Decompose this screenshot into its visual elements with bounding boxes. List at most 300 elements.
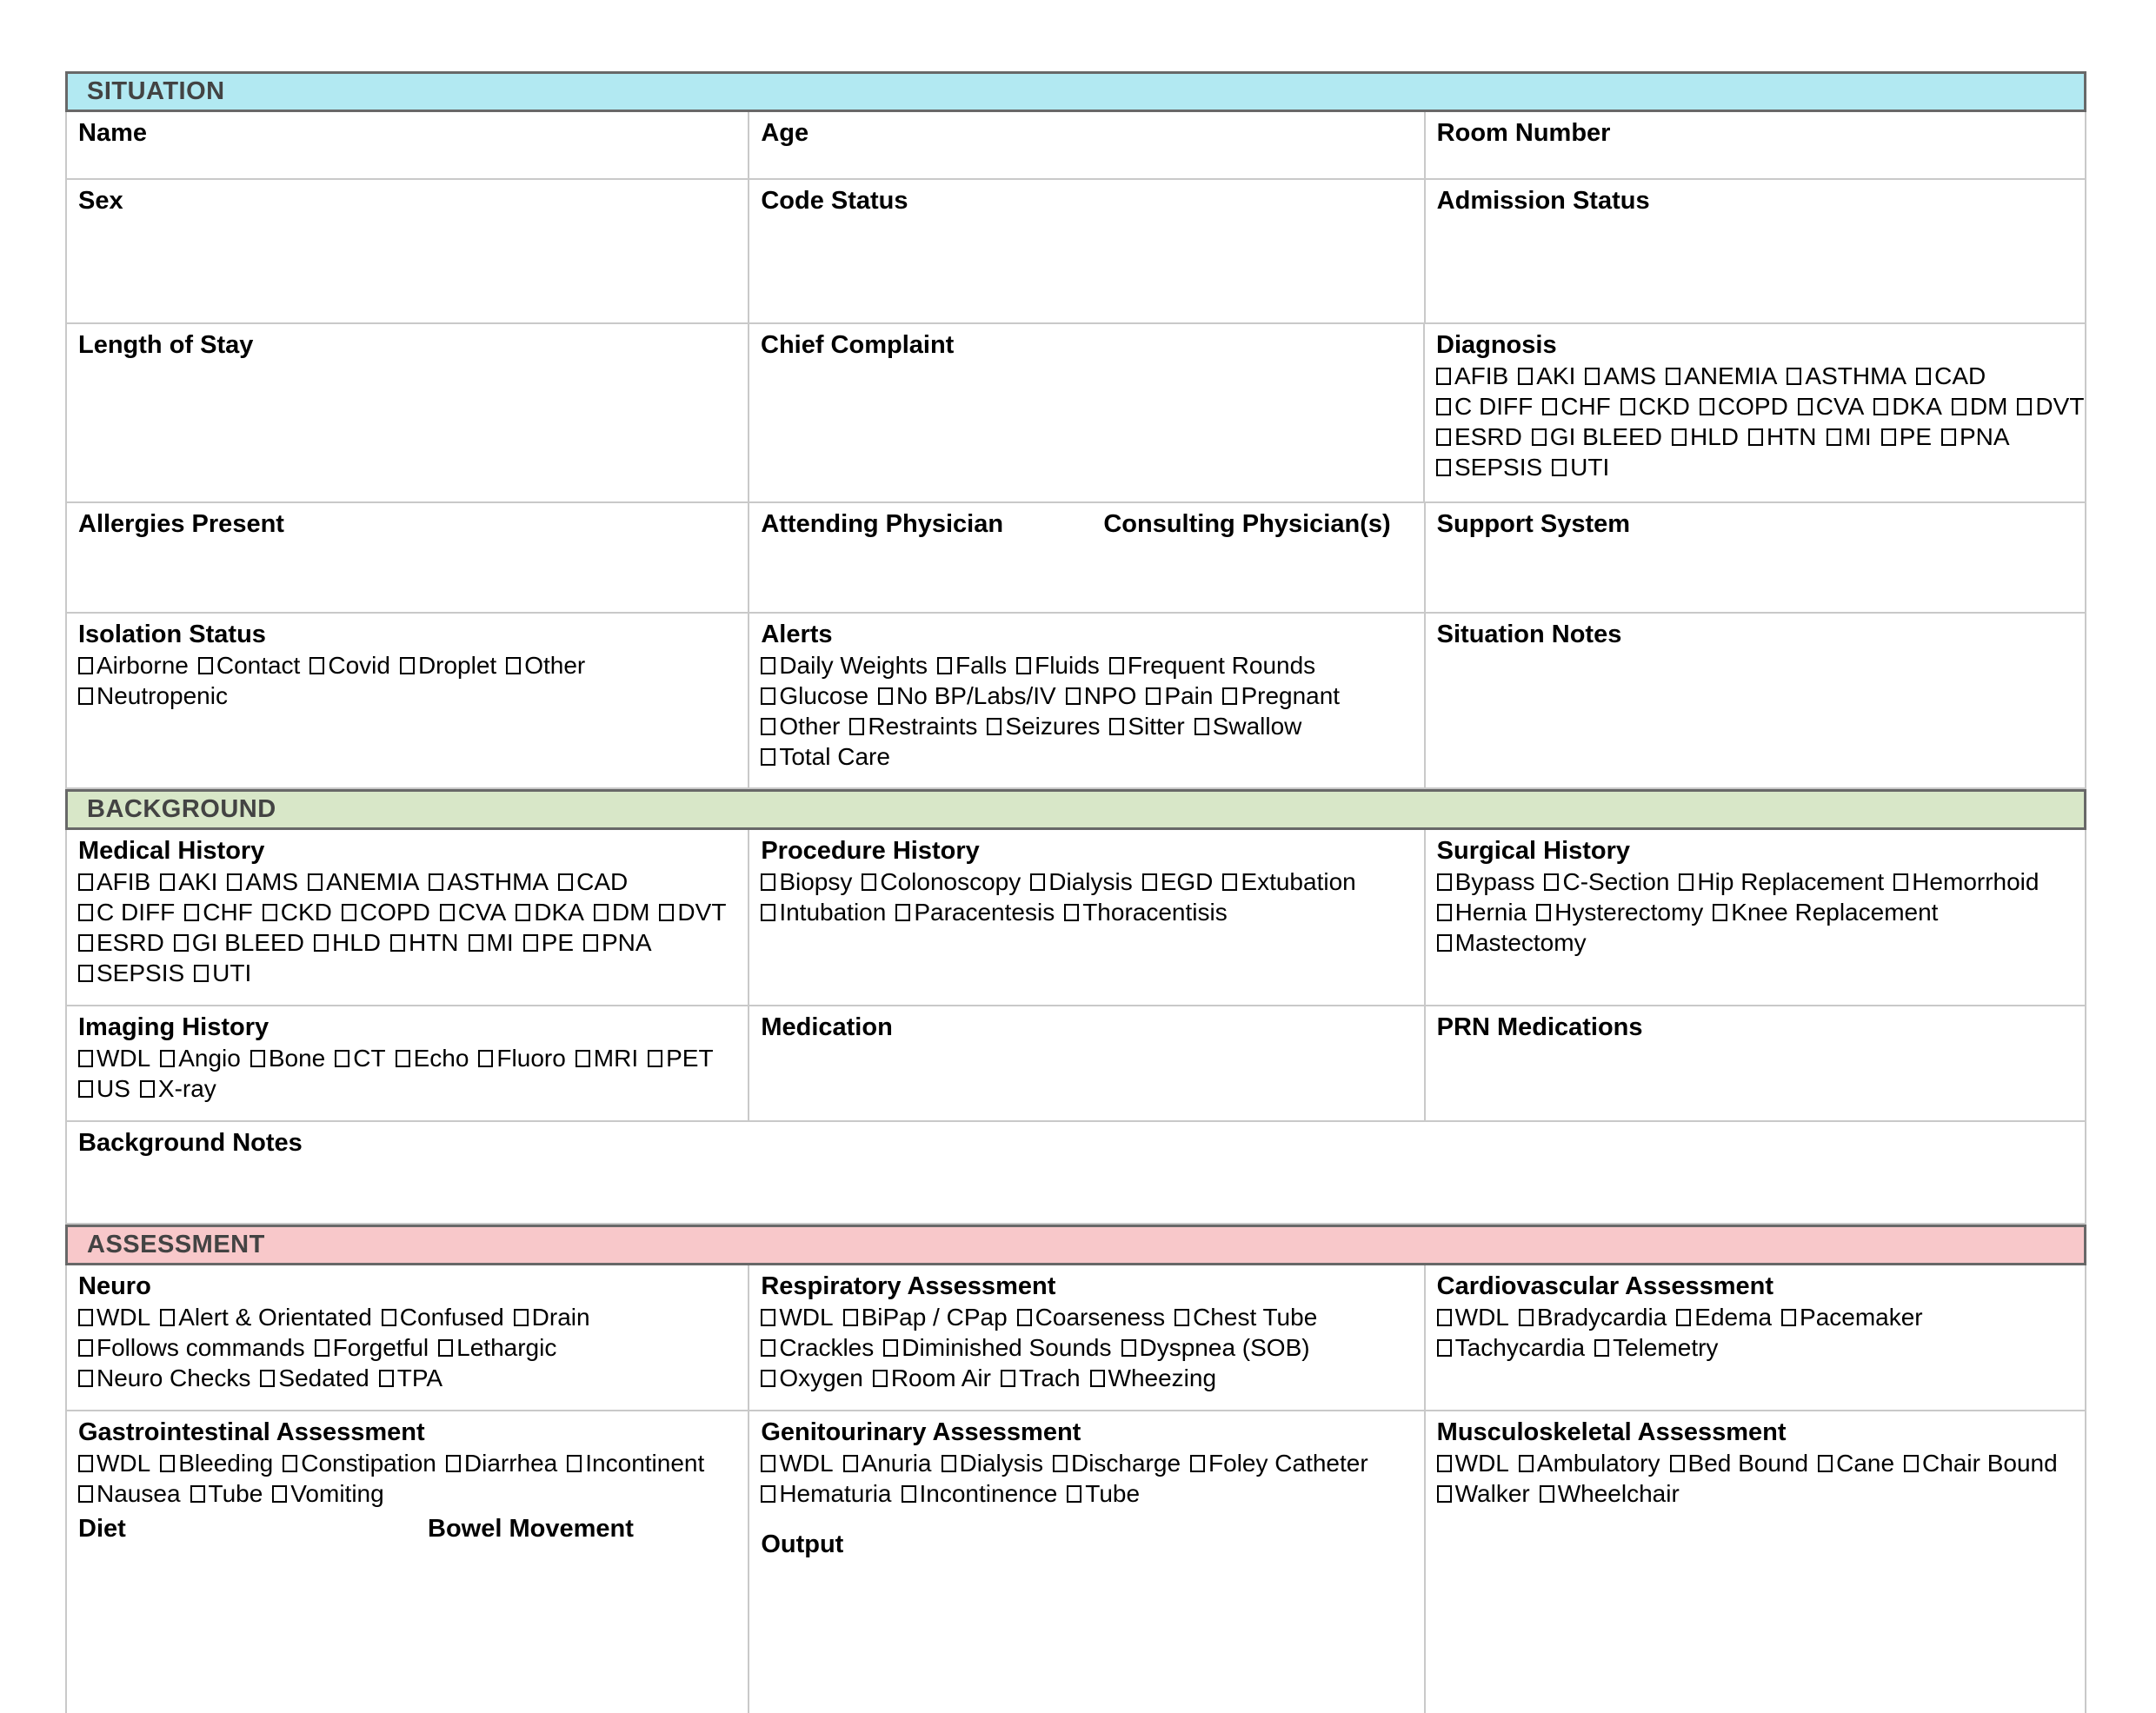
checkbox-option[interactable] — [1109, 711, 1184, 741]
checkbox-option[interactable] — [1787, 361, 1906, 391]
checkbox-icon[interactable] — [1437, 1485, 1452, 1503]
checkbox-icon[interactable] — [1787, 368, 1801, 385]
checkbox-option[interactable] — [1030, 866, 1132, 897]
checkbox-icon[interactable] — [469, 934, 483, 952]
checkbox-icon[interactable] — [1437, 1309, 1452, 1326]
checkbox-icon[interactable] — [78, 1485, 93, 1503]
checkbox-option[interactable] — [1540, 1478, 1680, 1509]
checkbox-icon[interactable] — [761, 1309, 775, 1326]
checkbox-icon[interactable] — [516, 904, 530, 921]
checkbox-option[interactable] — [78, 1363, 250, 1393]
checkbox-icon[interactable] — [878, 687, 893, 705]
checkbox-icon[interactable] — [843, 1309, 858, 1326]
checkbox-icon[interactable] — [843, 1455, 858, 1472]
checkbox-option[interactable] — [1672, 422, 1739, 452]
checkbox-option[interactable] — [1518, 361, 1575, 391]
checkbox-icon[interactable] — [1017, 1309, 1032, 1326]
checkbox-option[interactable] — [883, 1332, 1111, 1363]
checkbox-icon[interactable] — [78, 687, 93, 705]
checkbox-option[interactable] — [438, 1332, 556, 1363]
checkbox-icon[interactable] — [478, 1050, 493, 1067]
checkbox-option[interactable] — [878, 681, 1056, 711]
checkbox-option[interactable] — [429, 866, 549, 897]
checkbox-icon[interactable] — [594, 904, 609, 921]
checkbox-icon[interactable] — [1030, 873, 1045, 891]
checkbox-icon[interactable] — [576, 1050, 590, 1067]
checkbox-icon[interactable] — [314, 934, 329, 952]
checkbox-icon[interactable] — [78, 934, 93, 952]
checkbox-icon[interactable] — [1952, 398, 1966, 415]
checkbox-option[interactable] — [1781, 1302, 1923, 1332]
checkbox-icon[interactable] — [1532, 428, 1547, 446]
checkbox-icon[interactable] — [937, 657, 952, 674]
checkbox-option[interactable] — [567, 1448, 704, 1478]
checkbox-option[interactable] — [1916, 361, 1986, 391]
checkbox-icon[interactable] — [1827, 428, 1841, 446]
checkbox-icon[interactable] — [1552, 459, 1567, 476]
checkbox-icon[interactable] — [283, 1455, 297, 1472]
checkbox-option[interactable] — [400, 650, 496, 681]
checkbox-icon[interactable] — [78, 1339, 93, 1357]
checkbox-option[interactable] — [506, 650, 585, 681]
checkbox-option[interactable] — [514, 1302, 590, 1332]
checkbox-icon[interactable] — [583, 934, 598, 952]
checkbox-icon[interactable] — [1536, 904, 1551, 921]
checkbox-option[interactable] — [1190, 1448, 1368, 1478]
checkbox-icon[interactable] — [761, 904, 775, 921]
checkbox-option[interactable] — [1676, 1302, 1772, 1332]
checkbox-option[interactable] — [1017, 1302, 1165, 1332]
checkbox-option[interactable] — [761, 1363, 863, 1393]
checkbox-option[interactable] — [648, 1043, 713, 1073]
checkbox-icon[interactable] — [227, 873, 242, 891]
checkbox-icon[interactable] — [78, 904, 93, 921]
checkbox-option[interactable] — [194, 958, 251, 988]
checkbox-option[interactable] — [937, 650, 1007, 681]
checkbox-icon[interactable] — [440, 904, 455, 921]
checkbox-option[interactable] — [1700, 391, 1788, 422]
checkbox-option[interactable] — [1121, 1332, 1310, 1363]
checkbox-icon[interactable] — [1067, 1485, 1081, 1503]
chief-complaint-field-cell[interactable] — [749, 324, 1425, 501]
checkbox-option[interactable] — [895, 897, 1055, 927]
checkbox-icon[interactable] — [160, 1309, 175, 1326]
checkbox-icon[interactable] — [1676, 1309, 1691, 1326]
checkbox-icon[interactable] — [1437, 1339, 1452, 1357]
checkbox-icon[interactable] — [335, 1050, 349, 1067]
checkbox-icon[interactable] — [1016, 657, 1031, 674]
checkbox-icon[interactable] — [396, 1050, 410, 1067]
checkbox-icon[interactable] — [78, 965, 93, 982]
checkbox-option[interactable] — [761, 711, 840, 741]
checkbox-option[interactable] — [160, 1448, 273, 1478]
checkbox-option[interactable] — [1679, 866, 1884, 897]
checkbox-icon[interactable] — [140, 1080, 155, 1098]
checkbox-icon[interactable] — [514, 1309, 529, 1326]
checkbox-icon[interactable] — [1437, 934, 1452, 952]
checkbox-icon[interactable] — [1585, 368, 1600, 385]
checkbox-option[interactable] — [1053, 1448, 1181, 1478]
checkbox-option[interactable] — [1536, 897, 1703, 927]
checkbox-option[interactable] — [78, 681, 228, 711]
checkbox-icon[interactable] — [1672, 428, 1687, 446]
checkbox-icon[interactable] — [761, 687, 775, 705]
checkbox-option[interactable] — [160, 866, 217, 897]
checkbox-option[interactable] — [1952, 391, 2008, 422]
checkbox-option[interactable] — [308, 866, 419, 897]
checkbox-icon[interactable] — [1064, 904, 1079, 921]
checkbox-option[interactable] — [761, 866, 852, 897]
checkbox-icon[interactable] — [1437, 873, 1452, 891]
checkbox-option[interactable] — [174, 927, 304, 958]
checkbox-option[interactable] — [558, 866, 628, 897]
checkbox-icon[interactable] — [379, 1370, 394, 1387]
checkbox-option[interactable] — [260, 1363, 369, 1393]
checkbox-option[interactable] — [1827, 422, 1872, 452]
checkbox-icon[interactable] — [1594, 1339, 1609, 1357]
checkbox-icon[interactable] — [1700, 398, 1714, 415]
checkbox-option[interactable] — [1109, 650, 1315, 681]
checkbox-icon[interactable] — [1781, 1309, 1796, 1326]
checkbox-option[interactable] — [1552, 452, 1609, 482]
checkbox-option[interactable] — [1437, 866, 1535, 897]
checkbox-option[interactable] — [523, 927, 574, 958]
checkbox-icon[interactable] — [761, 873, 775, 891]
checkbox-option[interactable] — [761, 1302, 833, 1332]
checkbox-icon[interactable] — [1798, 398, 1813, 415]
checkbox-option[interactable] — [283, 1448, 436, 1478]
checkbox-icon[interactable] — [382, 1309, 396, 1326]
checkbox-icon[interactable] — [78, 1370, 93, 1387]
checkbox-option[interactable] — [335, 1043, 385, 1073]
checkbox-icon[interactable] — [1436, 428, 1451, 446]
checkbox-icon[interactable] — [198, 657, 213, 674]
checkbox-icon[interactable] — [160, 873, 175, 891]
checkbox-option[interactable] — [862, 866, 1021, 897]
checkbox-option[interactable] — [78, 927, 164, 958]
checkbox-icon[interactable] — [1893, 873, 1908, 891]
checkbox-option[interactable] — [160, 1043, 241, 1073]
checkbox-option[interactable] — [576, 1043, 638, 1073]
checkbox-option[interactable] — [942, 1448, 1043, 1478]
checkbox-option[interactable] — [309, 650, 390, 681]
allergies-field-cell[interactable] — [67, 503, 749, 612]
checkbox-icon[interactable] — [1679, 873, 1694, 891]
physicians-field-cell[interactable] — [749, 503, 1425, 612]
checkbox-option[interactable] — [1798, 391, 1865, 422]
checkbox-icon[interactable] — [1881, 428, 1896, 446]
checkbox-option[interactable] — [1222, 866, 1355, 897]
checkbox-option[interactable] — [1881, 422, 1932, 452]
checkbox-option[interactable] — [227, 866, 298, 897]
prn-medications-field-cell[interactable] — [1426, 1006, 2086, 1120]
support-system-field-cell[interactable] — [1426, 503, 2086, 612]
checkbox-option[interactable] — [1436, 361, 1508, 391]
checkbox-icon[interactable] — [1437, 904, 1452, 921]
checkbox-option[interactable] — [1594, 1332, 1718, 1363]
checkbox-option[interactable] — [160, 1302, 372, 1332]
checkbox-option[interactable] — [78, 1073, 130, 1104]
checkbox-option[interactable] — [478, 1043, 565, 1073]
checkbox-option[interactable] — [250, 1043, 325, 1073]
checkbox-icon[interactable] — [902, 1485, 916, 1503]
checkbox-icon[interactable] — [78, 1080, 93, 1098]
checkbox-icon[interactable] — [263, 904, 277, 921]
checkbox-icon[interactable] — [1121, 1339, 1136, 1357]
checkbox-option[interactable] — [314, 927, 381, 958]
checkbox-icon[interactable] — [942, 1455, 956, 1472]
checkbox-icon[interactable] — [342, 904, 356, 921]
checkbox-option[interactable] — [1437, 927, 1587, 958]
checkbox-icon[interactable] — [272, 1485, 287, 1503]
checkbox-icon[interactable] — [194, 965, 209, 982]
checkbox-icon[interactable] — [308, 873, 323, 891]
checkbox-icon[interactable] — [1436, 368, 1451, 385]
checkbox-icon[interactable] — [400, 657, 415, 674]
checkbox-option[interactable] — [1437, 1448, 1509, 1478]
checkbox-icon[interactable] — [1194, 718, 1209, 735]
checkbox-icon[interactable] — [1174, 1309, 1189, 1326]
checkbox-option[interactable] — [1436, 422, 1522, 452]
checkbox-icon[interactable] — [78, 1050, 93, 1067]
checkbox-option[interactable] — [440, 897, 507, 927]
checkbox-option[interactable] — [1066, 681, 1137, 711]
checkbox-option[interactable] — [761, 741, 890, 772]
checkbox-option[interactable] — [1620, 391, 1690, 422]
checkbox-option[interactable] — [184, 897, 253, 927]
checkbox-option[interactable] — [1542, 391, 1611, 422]
checkbox-option[interactable] — [583, 927, 652, 958]
checkbox-icon[interactable] — [1109, 718, 1124, 735]
checkbox-option[interactable] — [1941, 422, 2010, 452]
checkbox-option[interactable] — [1174, 1302, 1317, 1332]
checkbox-option[interactable] — [761, 1478, 891, 1509]
checkbox-icon[interactable] — [761, 657, 775, 674]
checkbox-option[interactable] — [1585, 361, 1656, 391]
medication-field-cell[interactable] — [749, 1006, 1425, 1120]
checkbox-icon[interactable] — [184, 904, 199, 921]
checkbox-icon[interactable] — [160, 1050, 175, 1067]
checkbox-icon[interactable] — [761, 718, 775, 735]
checkbox-icon[interactable] — [987, 718, 1001, 735]
checkbox-icon[interactable] — [558, 873, 573, 891]
checkbox-option[interactable] — [140, 1073, 216, 1104]
checkbox-option[interactable] — [1436, 452, 1542, 482]
checkbox-icon[interactable] — [78, 873, 93, 891]
checkbox-option[interactable] — [1437, 897, 1527, 927]
room-number-field-cell[interactable] — [1426, 112, 2086, 178]
checkbox-icon[interactable] — [446, 1455, 461, 1472]
checkbox-option[interactable] — [78, 1448, 150, 1478]
checkbox-option[interactable] — [315, 1332, 429, 1363]
checkbox-icon[interactable] — [438, 1339, 453, 1357]
checkbox-icon[interactable] — [309, 657, 324, 674]
checkbox-icon[interactable] — [1142, 873, 1157, 891]
checkbox-option[interactable] — [1544, 866, 1669, 897]
checkbox-option[interactable] — [873, 1363, 991, 1393]
checkbox-option[interactable] — [263, 897, 332, 927]
checkbox-option[interactable] — [446, 1448, 557, 1478]
checkbox-option[interactable] — [1016, 650, 1100, 681]
checkbox-icon[interactable] — [390, 934, 405, 952]
checkbox-option[interactable] — [1436, 391, 1533, 422]
checkbox-icon[interactable] — [1222, 687, 1237, 705]
checkbox-option[interactable] — [1222, 681, 1340, 711]
checkbox-icon[interactable] — [761, 1339, 775, 1357]
checkbox-icon[interactable] — [1109, 657, 1124, 674]
checkbox-option[interactable] — [1904, 1448, 2058, 1478]
checkbox-icon[interactable] — [429, 873, 443, 891]
checkbox-icon[interactable] — [659, 904, 674, 921]
checkbox-icon[interactable] — [315, 1339, 329, 1357]
checkbox-icon[interactable] — [648, 1050, 662, 1067]
checkbox-option[interactable] — [382, 1302, 504, 1332]
checkbox-option[interactable] — [342, 897, 430, 927]
checkbox-option[interactable] — [198, 650, 301, 681]
checkbox-option[interactable] — [78, 1043, 150, 1073]
checkbox-option[interactable] — [469, 927, 514, 958]
checkbox-option[interactable] — [78, 650, 189, 681]
checkbox-icon[interactable] — [1941, 428, 1956, 446]
checkbox-icon[interactable] — [761, 1455, 775, 1472]
checkbox-option[interactable] — [1519, 1448, 1660, 1478]
checkbox-icon[interactable] — [1748, 428, 1763, 446]
checkbox-option[interactable] — [78, 958, 184, 988]
checkbox-option[interactable] — [761, 1332, 874, 1363]
checkbox-icon[interactable] — [160, 1455, 175, 1472]
checkbox-option[interactable] — [1519, 1302, 1667, 1332]
checkbox-option[interactable] — [761, 681, 868, 711]
checkbox-icon[interactable] — [1542, 398, 1557, 415]
checkbox-icon[interactable] — [883, 1339, 898, 1357]
checkbox-icon[interactable] — [1437, 1455, 1452, 1472]
checkbox-icon[interactable] — [1053, 1455, 1068, 1472]
checkbox-icon[interactable] — [1436, 459, 1451, 476]
checkbox-icon[interactable] — [1916, 368, 1931, 385]
code-status-field-cell[interactable] — [749, 180, 1425, 322]
checkbox-icon[interactable] — [1519, 1309, 1534, 1326]
checkbox-option[interactable] — [849, 711, 977, 741]
checkbox-icon[interactable] — [2017, 398, 2032, 415]
checkbox-option[interactable] — [1873, 391, 1942, 422]
checkbox-icon[interactable] — [761, 748, 775, 766]
checkbox-icon[interactable] — [1190, 1455, 1205, 1472]
checkbox-option[interactable] — [843, 1448, 932, 1478]
checkbox-option[interactable] — [1067, 1478, 1140, 1509]
checkbox-icon[interactable] — [862, 873, 876, 891]
background-notes-field-cell[interactable] — [67, 1122, 2086, 1223]
checkbox-option[interactable] — [659, 897, 726, 927]
checkbox-option[interactable] — [1064, 897, 1228, 927]
checkbox-option[interactable] — [1748, 422, 1817, 452]
checkbox-option[interactable] — [396, 1043, 469, 1073]
checkbox-option[interactable] — [1532, 422, 1662, 452]
checkbox-icon[interactable] — [78, 657, 93, 674]
checkbox-icon[interactable] — [849, 718, 864, 735]
checkbox-icon[interactable] — [1670, 1455, 1685, 1472]
checkbox-option[interactable] — [1437, 1302, 1509, 1332]
length-of-stay-field-cell[interactable] — [67, 324, 749, 501]
name-field-cell[interactable] — [67, 112, 749, 178]
checkbox-icon[interactable] — [506, 657, 521, 674]
checkbox-option[interactable] — [1437, 1478, 1530, 1509]
checkbox-icon[interactable] — [250, 1050, 265, 1067]
checkbox-icon[interactable] — [1620, 398, 1635, 415]
checkbox-option[interactable] — [78, 1302, 150, 1332]
checkbox-option[interactable] — [1893, 866, 2039, 897]
checkbox-icon[interactable] — [1519, 1455, 1534, 1472]
checkbox-icon[interactable] — [1540, 1485, 1554, 1503]
checkbox-option[interactable] — [2017, 391, 2084, 422]
checkbox-option[interactable] — [78, 866, 150, 897]
age-field-cell[interactable] — [749, 112, 1425, 178]
checkbox-option[interactable] — [1090, 1363, 1217, 1393]
checkbox-icon[interactable] — [78, 1455, 93, 1472]
checkbox-icon[interactable] — [1818, 1455, 1833, 1472]
checkbox-option[interactable] — [761, 650, 928, 681]
checkbox-option[interactable] — [516, 897, 584, 927]
checkbox-icon[interactable] — [1090, 1370, 1105, 1387]
checkbox-icon[interactable] — [1666, 368, 1680, 385]
checkbox-option[interactable] — [902, 1478, 1058, 1509]
checkbox-icon[interactable] — [1001, 1370, 1015, 1387]
checkbox-option[interactable] — [1818, 1448, 1894, 1478]
checkbox-option[interactable] — [1713, 897, 1938, 927]
checkbox-option[interactable] — [987, 711, 1100, 741]
checkbox-icon[interactable] — [1544, 873, 1559, 891]
admission-status-field-cell[interactable] — [1426, 180, 2086, 322]
checkbox-option[interactable] — [761, 897, 886, 927]
sex-field-cell[interactable] — [67, 180, 749, 322]
checkbox-icon[interactable] — [895, 904, 910, 921]
checkbox-icon[interactable] — [1436, 398, 1451, 415]
checkbox-icon[interactable] — [1066, 687, 1081, 705]
checkbox-icon[interactable] — [761, 1485, 775, 1503]
checkbox-option[interactable] — [78, 1478, 181, 1509]
checkbox-option[interactable] — [78, 1332, 305, 1363]
checkbox-option[interactable] — [379, 1363, 443, 1393]
checkbox-icon[interactable] — [1518, 368, 1533, 385]
checkbox-option[interactable] — [1437, 1332, 1585, 1363]
checkbox-option[interactable] — [761, 1448, 833, 1478]
checkbox-option[interactable] — [190, 1478, 263, 1509]
checkbox-icon[interactable] — [1904, 1455, 1919, 1472]
situation-notes-field-cell[interactable] — [1426, 614, 2086, 787]
checkbox-option[interactable] — [1146, 681, 1213, 711]
checkbox-option[interactable] — [1666, 361, 1777, 391]
checkbox-icon[interactable] — [523, 934, 538, 952]
checkbox-option[interactable] — [78, 897, 175, 927]
checkbox-option[interactable] — [594, 897, 650, 927]
checkbox-icon[interactable] — [260, 1370, 275, 1387]
checkbox-icon[interactable] — [761, 1370, 775, 1387]
checkbox-option[interactable] — [390, 927, 459, 958]
checkbox-icon[interactable] — [78, 1309, 93, 1326]
checkbox-option[interactable] — [272, 1478, 383, 1509]
checkbox-icon[interactable] — [1146, 687, 1161, 705]
checkbox-option[interactable] — [1142, 866, 1214, 897]
checkbox-option[interactable] — [1001, 1363, 1081, 1393]
checkbox-option[interactable] — [843, 1302, 1008, 1332]
checkbox-option[interactable] — [1194, 711, 1302, 741]
checkbox-icon[interactable] — [1873, 398, 1888, 415]
checkbox-icon[interactable] — [190, 1485, 205, 1503]
checkbox-option[interactable] — [1670, 1448, 1809, 1478]
checkbox-icon[interactable] — [1222, 873, 1237, 891]
checkbox-icon[interactable] — [1713, 904, 1727, 921]
checkbox-icon[interactable] — [873, 1370, 888, 1387]
checkbox-icon[interactable] — [174, 934, 189, 952]
